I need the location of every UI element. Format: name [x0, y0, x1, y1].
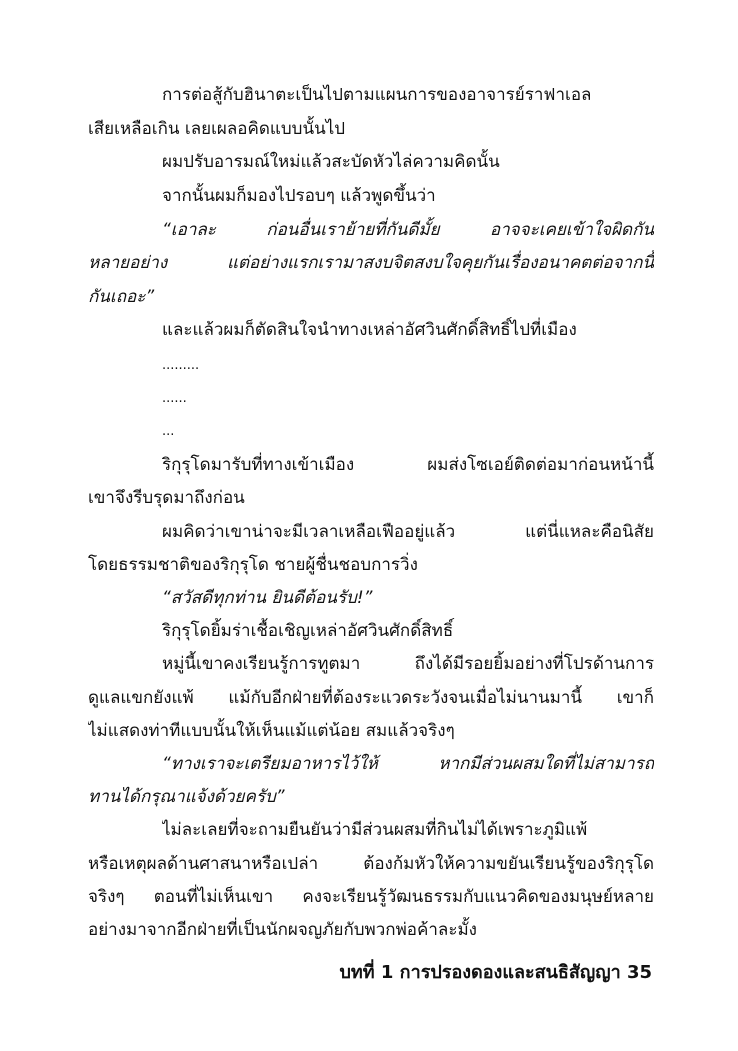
text-line: และแล้วผมก็ตัดสินใจนำทางเหล่าอัศวินศักดิ์สิทธิ์ไปที่เมือง	[162, 320, 577, 340]
text-line: เขาจึงรีบรุดมาถึงก่อน	[88, 488, 245, 508]
text-line: ไม่ละเลยที่จะถามยืนยันว่ามีส่วนผสมที่กินไม่ได้เพราะภูมิแพ้	[162, 820, 588, 840]
dialogue-line: “สวัสดีทุกท่าน ยินดีต้อนรับ!”	[162, 588, 373, 608]
text-line: จริงๆ ตอนที่ไม่เห็นเขา คงจะเรียนรู้วัฒนธรรมกับแนวคิดของมนุษย์หลาย	[88, 887, 654, 907]
text-line: การต่อสู้กับฮินาตะเป็นไปตามแผนการของอาจารย์ราฟาเอล	[162, 85, 592, 105]
text-line: หมู่นี้เขาคงเรียนรู้การทูตมา ถึงได้มีรอยยิ้มอย่างที่โปรด้านการ	[162, 654, 654, 674]
ellipsis-line: ......	[162, 391, 187, 406]
chapter-footer: บทที่ 1 การปรองดองและสนธิสัญญา 35	[339, 962, 652, 983]
text-line: โดยธรรมชาติของริกุรุโด ชายผู้ชื่นชอบการวิ่ง	[88, 555, 418, 575]
dialogue-line: “เอาละ ก่อนอื่นเราย้ายที่กันดีมั้ย อาจจะเคยเข้าใจผิดกัน	[162, 220, 654, 240]
text-line: ผมปรับอารมณ์ใหม่แล้วสะบัดหัวไล่ความคิดนั้น	[162, 152, 500, 172]
dialogue-line: “ทางเราจะเตรียมอาหารไว้ให้ หากมีส่วนผสมใดที่ไม่สามารถ	[162, 754, 654, 774]
text-line: ริกุรุโดมารับที่ทางเข้าเมือง ผมส่งโซเอย์ติดต่อมาก่อนหน้านี้	[162, 455, 654, 475]
text-line: ไม่แสดงท่าทีแบบนั้นให้เห็นแม้แต่น้อย สมแล้วจริงๆ	[88, 721, 455, 741]
dialogue-line: ทานได้กรุณาแจ้งด้วยครับ”	[88, 787, 285, 807]
text-line: จากนั้นผมก็มองไปรอบๆ แล้วพูดขึ้นว่า	[162, 186, 436, 206]
text-line: ริกุรุโดยิ้มร่าเชื้อเชิญเหล่าอัศวินศักดิ์สิทธิ์	[162, 621, 454, 641]
dialogue-line: กันเถอะ”	[88, 287, 155, 307]
text-line: ดูแลแขกยังแพ้ แม้กับอีกฝ่ายที่ต้องระแวดระวังจนเมื่อไม่นานมานี้ เขาก็	[88, 688, 654, 708]
text-line: เสียเหลือเกิน เลยเผลอคิดแบบนั้นไป	[88, 119, 346, 139]
dialogue-line: หลายอย่าง แต่อย่างแรกเรามาสงบจิตสงบใจคุยกันเรื่องอนาคตต่อจากนี้	[88, 253, 654, 273]
ellipsis-line: ...	[162, 424, 175, 439]
text-line: อย่างมาจากอีกฝ่ายที่เป็นนักผจญภัยกับพวกพ่อค้าละมั้ง	[88, 920, 477, 940]
text-line: ผมคิดว่าเขาน่าจะมีเวลาเหลือเฟืออยู่แล้ว แต่นี่แหละคือนิสัย	[162, 522, 654, 542]
ellipsis-line: .........	[162, 358, 200, 373]
text-line: หรือเหตุผลด้านศาสนาหรือเปล่า ต้องก้มหัวให้ความขยันเรียนรู้ของริกุรุโด	[88, 854, 654, 874]
